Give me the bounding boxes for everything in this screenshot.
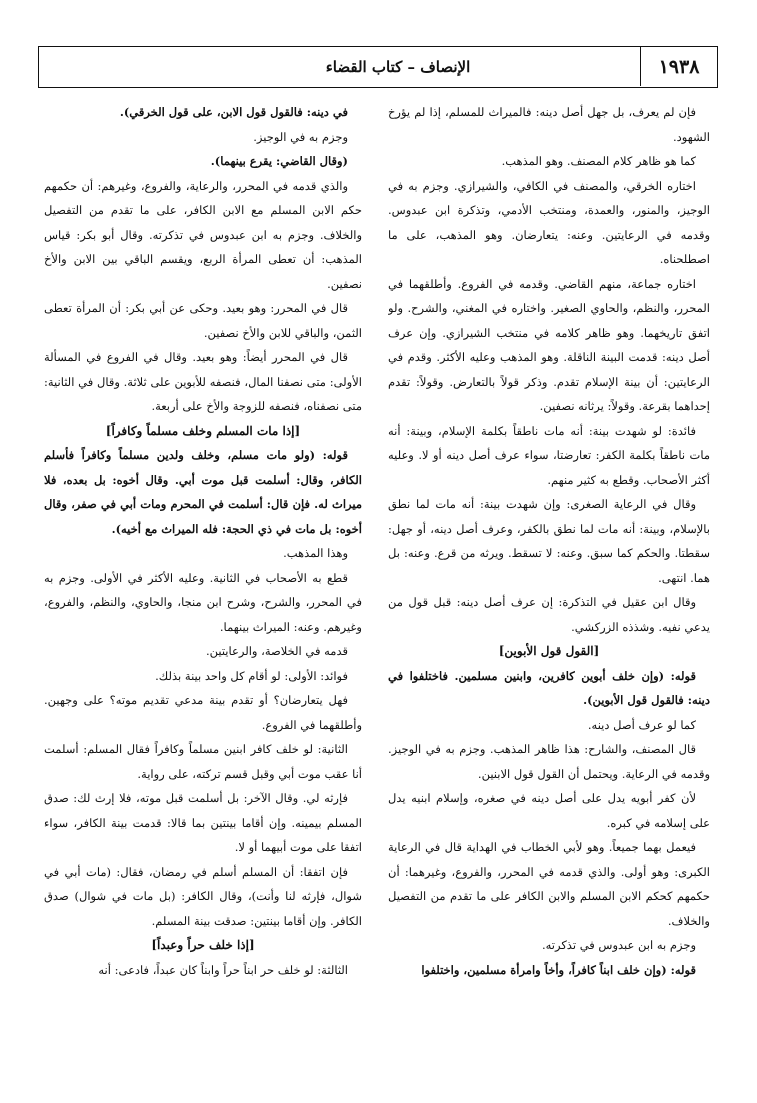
paragraph: كما لو عرف أصل دينه. — [587, 717, 696, 732]
quoted-text: قوله: (وإن خلف ابناً كافراً، وأخاً وامرأة مسلمين، واختلفوا — [421, 962, 696, 977]
paragraph: فإرثه لي. وقال الآخر: بل أسلمت قبل موته، فلا إرث لك: صدق المسلم بيمينه. وإن أقاما بينتين بما قالا: قدمت بينة الكافر، سواء اتفقا على موت أبيهما أو لا. — [44, 791, 362, 854]
page-number: ١٩٣٨ — [640, 47, 717, 86]
paragraph: والذي قدمه في المحرر، والرعاية، والفروع، وغيرهم: أن حكمهم حكم الابن المسلم مع الابن الكافر، على ما تقدم من التفصيل والخلاف. وجزم به ابن عبدوس في تذكرته. وقال أبو بكر: قياس المذهب: أن تعطى المرأة الربع، ويقسم الباقي بين الابن والأخ نصفين. — [44, 178, 362, 291]
paragraph: فهل يتعارضان؟ أو تقدم بينة مدعي تقديم موته؟ على وجهين. وأطلقهما في الفروع. — [44, 693, 362, 732]
paragraph: وقال في الرعاية الصغرى: وإن شهدت بينة: أنه مات لما نطق بالإسلام، وبينة: أنه مات لما نطق بالكفر، وعرف أصل دينه، أو جهل: سقطتا. والحكم كما سبق. وعنه: لا تسقط. ويرثه من قرع. وعنه: بل هما. انتهى. — [388, 497, 710, 585]
section-heading: [إذا خلف حراً وعبداً] — [151, 938, 255, 952]
paragraph: قطع به الأصحاب في الثانية. وعليه الأكثر في الأولى. وجزم به في المحرر، والشرح، وشرح ابن منجا، والحاوي، والنظم، والفروع، وغيرهم. وعنه: الميراث بينهما. — [44, 570, 362, 634]
paragraph: الثالثة: لو خلف حر ابناً حراً وابناً كان عبداً، فادعى: أنه — [98, 962, 348, 977]
paragraph: قال المصنف، والشارح: هذا ظاهر المذهب. وجزم به في الوجيز. وقدمه في الرعاية. ويحتمل أن القول قول الابنين. — [388, 742, 710, 781]
left-column — [44, 100, 362, 1090]
right-column — [388, 100, 710, 1090]
paragraph: الثانية: لو خلف كافر ابنين مسلماً وكافراً فقال المسلم: أسلمت أنا عقب موت أبي وقبل قسم تركته، على رواية. — [44, 742, 362, 781]
section-heading: [القول قول الأبوين] — [498, 644, 600, 658]
paragraph: اختاره جماعة، منهم القاضي. وقدمه في الفروع. وأطلقهما في المحرر، والنظم، والحاوي الصغير. واختاره في المغني، والشرح. ولو اتفق تاريخهما. وهو ظاهر كلامه في منتخب الشيرازي. وإن عرف أصل دينه: قدمت البينة الناقلة. وهو المذهب وعليه الأكثر. وقدم في الرعايتين: أن بينة الإسلام تقدم. وذكر قولاً بالتعارض. وقولاً: تقدم إحداهما بقرعة. وقولاً: يرثانه نصفين. — [388, 276, 710, 413]
paragraph: لأن كفر أبويه يدل على أصل دينه في صغره، وإسلام ابنيه يدل على إسلامه في كبره. — [388, 791, 710, 830]
paragraph: فيعمل بهما جميعاً. وهو لأبي الخطاب في الهداية قال في الرعاية الكبرى: وهو أولى. والذي قدمه في المحرر، والفروع، وغيرهما: أن حكمهم كحكم الابن المسلم والابن الكافر على ما تقدم من التفصيل والخلاف. — [388, 840, 710, 928]
paragraph: فوائد: الأولى: لو أقام كل واحد بينة بذلك. — [155, 668, 348, 683]
paragraph: كما هو ظاهر كلام المصنف. وهو المذهب. — [501, 154, 696, 168]
quoted-text: قوله: (وإن خلف أبوين كافرين، وابنين مسلمين. فاختلفوا في دينه: فالقول قول الأبوين). — [388, 668, 710, 707]
paragraph: وجزم به في الوجيز. — [253, 129, 348, 144]
paragraph: قال في المحرر: وهو بعيد. وحكى عن أبي بكر: أن المرأة تعطى الثمن، والباقي للابن والأخ نصفين. — [44, 301, 362, 340]
page-header — [38, 46, 718, 88]
section-heading: [إذا مات المسلم وخلف مسلماً وكافراً] — [105, 423, 301, 438]
paragraph: قال في المحرر أيضاً: وهو بعيد. وقال في الفروع في المسألة الأولى: متى نصفنا المال، فنصفه للأبوين على ثلاثة. وقال في الثانية: متى نصفناه، فنصفه للزوجة والأخ على أربعة. — [44, 350, 362, 413]
quoted-text: (وقال القاضي: يقرع بينهما). — [210, 154, 348, 168]
paragraph: وقال ابن عقيل في التذكرة: إن عرف أصل دينه: قبل قول من يدعي نفيه. وشذذه الزركشي. — [388, 595, 710, 634]
running-title: الإنصاف – كتاب القضاء — [325, 57, 471, 76]
paragraph: وجزم به ابن عبدوس في تذكرته. — [541, 938, 696, 952]
paragraph: قدمه في الخلاصة، والرعايتين. — [205, 644, 348, 658]
paragraph: وهذا المذهب. — [283, 546, 348, 560]
quoted-text: قوله: (ولو مات مسلم، وخلف ولدين مسلماً وكافراً فأسلم الكافر، وقال: أسلمت قبل موت أبي. وقال أخوه: بل بعده، فلا ميراث له. فإن قال: أسلمت في المحرم ومات أبي في صفر، وقال أخوه: بل مات في ذي الحجة: فله الميراث مع أخيه). — [44, 448, 362, 536]
paragraph: فإن لم يعرف، بل جهل أصل دينه: فالميراث للمسلم، إذا لم يؤرخ الشهود. — [388, 105, 710, 144]
paragraph: اختاره الخرقي، والمصنف في الكافي، والشيرازي. وجزم به في الوجيز، والمنور، والعمدة، ومنتخب الأدمي، وتذكرة ابن عبدوس. وقدمه في الرعايتين. وعنه: يتعارضان. وهو المذهب، على ما اصطلحناه. — [388, 178, 710, 266]
paragraph: فإن اتفقا: أن المسلم أسلم في رمضان، فقال: (مات أبي في شوال، فإرثه لنا وأنت)، وقال الكافر: (بل مات في شوال) صدق الكافر. وإن أقاما بينتين: صدقت بينة المسلم. — [44, 864, 362, 928]
quoted-text: في دينه: فالقول قول الابن، على قول الخرقي). — [119, 105, 348, 119]
paragraph: فائدة: لو شهدت بينة: أنه مات ناطقاً بكلمة الإسلام، وبينة: أنه مات ناطقاً بكلمة الكفر: تعارضتا، سواء عرف أصل دينه أو لا. وعليه أكثر الأصحاب. وقطع به كثير منهم. — [388, 423, 710, 487]
